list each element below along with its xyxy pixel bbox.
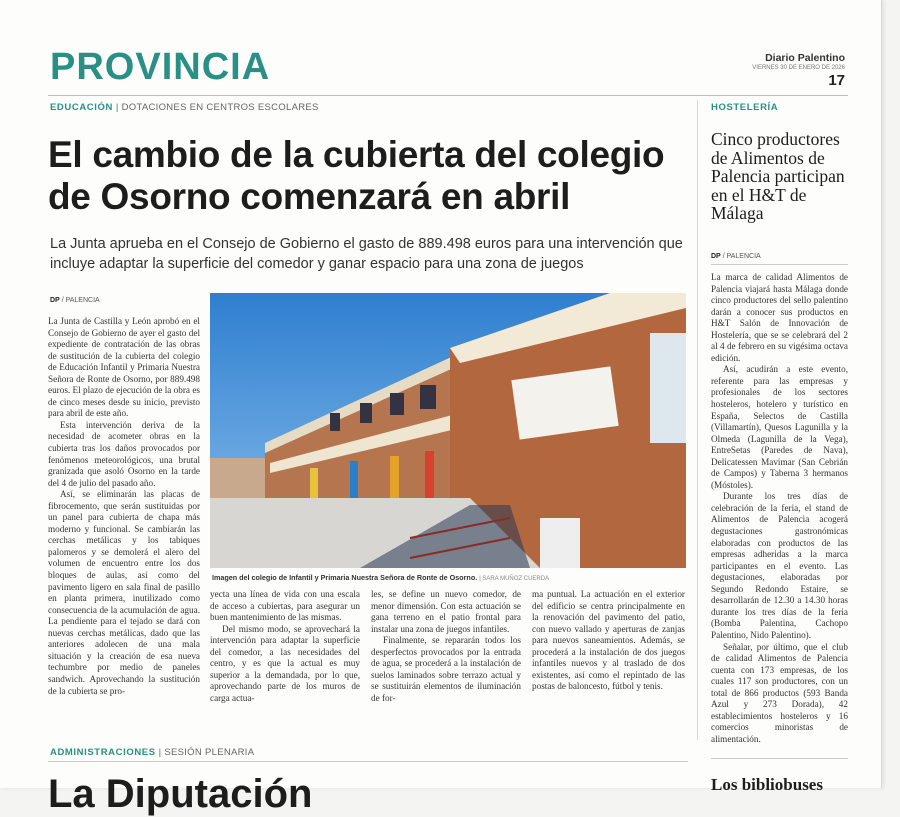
byline-source: DP <box>50 297 60 304</box>
article-kicker <box>50 102 319 113</box>
kicker-category: ADMINISTRACIONES <box>50 747 156 758</box>
article-column-2 <box>210 589 360 729</box>
paragraph: Durante los tres días de celebración de la feria, el stand de Alimentos de Palencia acogerá degustaciones gastronómicas elaboradas con productos de las empresas adheridas a la marca participantes en el evento. Las degustaciones, elaboradas por Segundo Redondo Estaire, se desarrollarán de 12.30 a 14.30 horas durante los tres días de la feria (Bomba Palentina, Cachopo Palentino, Nido Palentino). <box>711 491 848 640</box>
article-subhead: La Junta aprueba en el Consejo de Gobierno el gasto de 889.498 euros para una intervención que incluye adaptar la superficie del comedor y ganar espacio para una zona de juegos <box>50 236 683 272</box>
byline-source: DP <box>711 253 721 260</box>
byline-place: / PALENCIA <box>61 297 100 304</box>
paragraph: les, se define un nuevo comedor, de menor dimensión. Con esta actuación se gana terreno en el patio frontal para instalar una zona de juegos infantiles. <box>371 589 521 634</box>
byline-place: / PALENCIA <box>722 253 761 260</box>
divider <box>711 758 848 759</box>
paragraph: ma puntual. La actuación en el exterior del edificio se centra principalmente en la renovación del pavimento del patio, con nuevo vallado y aperturas de zanjas para nuevos saneamientos. Además, se procederá a la instalación de dos juegos infantiles nuevos y al traslado de dos existentes, así como el repintado de las postas de baloncesto, fútbol y tenis. <box>532 589 685 692</box>
kicker-category: EDUCACIÓN <box>50 102 113 113</box>
paragraph: Así, acudirán a este evento, referente para las empresas y profesionales de los sectores hosteleros, hotelero y turístico en España, Selectos de Castilla (Villamartín), Quesos Lagunilla y la Olmeda (Lagunilla de la Vega), EntreSetas (Paredes de Nava), Delicatessen Mavimar (San Cebrián de Campos) y Taberna 3 hermanos (Móstoles). <box>711 364 848 490</box>
article-column-4 <box>532 589 685 729</box>
paragraph: Señalar, por último, que el club de calidad Alimentos de Palencia cuenta con 173 empresas, de los cuales 117 son productores, con un total de 866 productos (593 Banda Azul y 273 Dorada), 42 establecimientos hosteleros y 16 comercios minoristas de alimentación. <box>711 641 848 744</box>
caption-text: Imagen del colegio de Infantil y Primaria Nuestra Señora de Ronte de Osorno. <box>212 573 478 582</box>
paragraph: La marca de calidad Alimentos de Palencia viajará hasta Málaga donde cinco productores del sello palentino darán a conocer sus productos en H&T Salón de Innovación de Hostelería, que se se celebrará del 2 al 4 de febrero en su vigésima octava edición. <box>711 272 848 363</box>
paragraph: La Junta de Castilla y León aprobó en el Consejo de Gobierno de ayer el gasto del expediente de contratación de las obras de sustitución de la cubierta del colegio de Educación Infantil y Primaria Nuestra Señora de Ronte de Osorno, por 889.498 euros. El plazo de ejecución de la obra es de cinco meses desde su inicio, previsto para abril de este año. <box>48 316 200 419</box>
article-column-3 <box>371 589 521 729</box>
paper-name: Diario Palentino <box>765 52 845 64</box>
paragraph: Finalmente, se repararán todos los desperfectos provocados por la entrada de agua, se procederá a la instalación de suelos laminados sobre terrazo actual y se sustituirán elementos de iluminación de for- <box>371 635 521 703</box>
headline-line: de Osorno comenzará en abril <box>48 176 571 217</box>
paragraph: yecta una línea de vida con una escala de acceso a cubiertas, para asegurar un buen mantenimiento de las mismas. <box>210 589 360 623</box>
school-photo <box>210 293 686 568</box>
article-byline <box>50 297 100 304</box>
bottom-kicker <box>50 747 254 758</box>
bottom-headline-clip <box>48 772 688 816</box>
section-title: PROVINCIA <box>50 46 271 88</box>
side-byline <box>711 253 761 260</box>
kicker-topic: | DOTACIONES EN CENTROS ESCOLARES <box>115 102 319 113</box>
paragraph: Así, se eliminarán las placas de fibrocemento, que serán sustituidas por un panel para cubierta de chapa más moderno y funcional. Se cambiarán las cerchas metálicas y los tabiques palomeros y se demolerá el alero del volumen de encuentro entre los dos bloques de aulas, así como del pavimento ligero en sala final de pasillo en planta primera, inutilizado como consecuencia de la acumulación de agua. La pendiente para el tejado se dará con nuevas cerchas metálicas, dado que las anteriores adolecen de una mala situación y la creación de esa nueva techumbre por medio de paneles sandwich. Aprovechando la sustitución de la cubierta se pro- <box>48 489 200 696</box>
photo-caption <box>212 573 688 582</box>
next-side-headline: Los bibliobuses <box>711 775 823 794</box>
masthead <box>645 52 845 89</box>
headline-line: El cambio de la cubierta del colegio <box>48 134 665 175</box>
divider <box>711 264 848 265</box>
divider <box>48 95 848 96</box>
side-headline: Cinco productores de Alimentos de Palencia participan en el H&T de Málaga <box>711 129 845 223</box>
paragraph: Del mismo modo, se aprovechará la intervención para adaptar la superficie del comedor, a las necesidades del centro, y es que la actual es muy superior a la demandada, por lo que, aprovechando parte de los muros de carga actua- <box>210 623 360 703</box>
divider <box>48 761 688 762</box>
issue-date: VIERNES 30 DE ENERO DE 2026 <box>752 65 845 71</box>
page-number: 17 <box>828 72 845 89</box>
column-divider <box>697 100 698 740</box>
article-headline <box>48 134 698 218</box>
kicker-topic: | SESIÓN PLENARIA <box>158 747 255 758</box>
side-article-body <box>711 272 848 744</box>
article-column-1 <box>48 316 200 736</box>
bottom-headline: La Diputación <box>48 772 313 816</box>
paragraph: Esta intervención deriva de la necesidad de acometer obras en la cubierta tras los daños provocados por fenómenos meteorológicos, una brutal granizada que asoló Osorno en la tarde del 4 de julio del pasado año. <box>48 419 200 488</box>
school-building-image <box>210 293 686 568</box>
kicker-category: HOSTELERÍA <box>711 102 779 113</box>
side-kicker <box>711 102 778 113</box>
photo-credit: | SARA MUÑOZ CUERDA <box>479 576 550 582</box>
next-article-headline-clip <box>711 775 851 794</box>
